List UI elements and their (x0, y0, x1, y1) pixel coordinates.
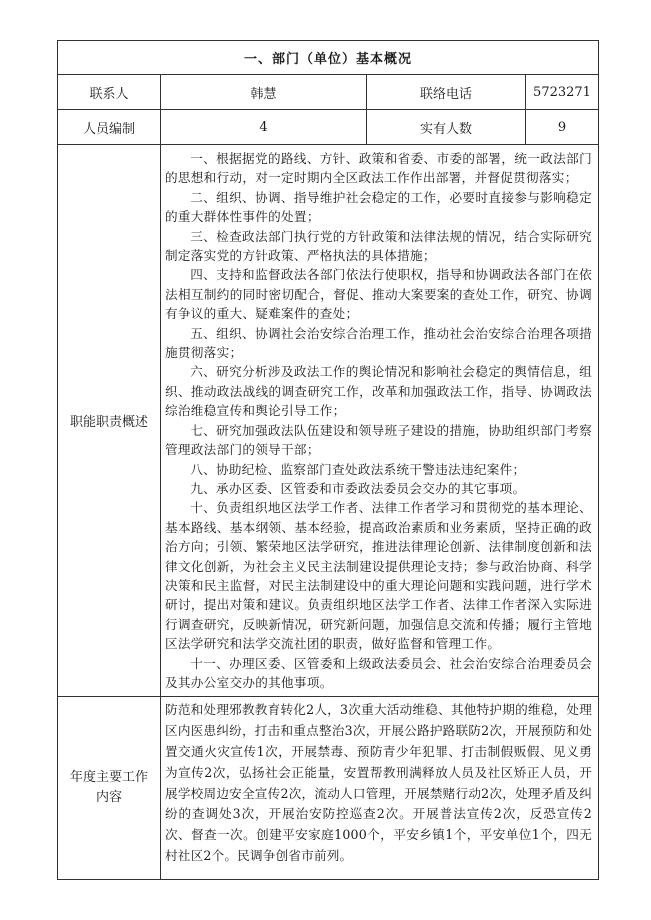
duty-paragraph: 十、负责组织地区法学工作者、法律工作者学习和贯彻党的基本理论、基本路线、基本纲领、基本经验，提高政治素质和业务素质，坚持正确的政治方向；引领、繁荣地区法学研究，推进法律理论创新、法律制度创新和法律文化创新，为社会主义民主法制建设提供理论支持；参与政治协商、科学决策和民主监督，对民主法制建设中的重大理论问题和实践问题，进行学术研讨，提出对策和建议。负责组织地区法学工作者、法律工作者深入实际进行调查研究，反映新情况，研究新问题，加强信息交流和传播；履行主管地区法学研究和法学交流社团的职责，做好监督和管理工作。 (165, 500, 593, 652)
duty-paragraph: 八、协助纪检、监察部门查处政法系统干警违法违纪案件； (190, 461, 526, 477)
duty-paragraph: 十一、办理区委、区管委和上级政法委员会、社会治安综合治理委员会及其办公室交办的其他事项。 (165, 655, 593, 690)
annual-work-text: 防范和处理邪教教育转化2人，3次重大活动维稳、其他特护期的维稳，处理区内医患纠纷，打击和重点整治3次，开展公路护路联防2次，开展预防和处置交通火灾宣传1次，开展禁毒、预防青少年犯罪、打击制假贩假、见义勇为宣传2次，弘扬社会正能量，安置帮教刑满释放人员及社区矫正人员，开展学校周边安全宣传2次，流动人口管理，开展禁赌行动2次，处理矛盾及纠纷的查调处3次，开展治安防控巡查2次。开展普法宣传2次，反恐宣传2次、督查一次。创建平安家庭1000个，平安乡镇1个，平安单位1个，四无村社区2个。民调争创省市前列。 (165, 702, 593, 863)
staff-quota-label: 人员编制 (58, 110, 161, 145)
actual-staff-value: 9 (526, 110, 599, 145)
duty-paragraph: 六、研究分析涉及政法工作的舆论情况和影响社会稳定的舆情信息，组织、推动政法战线的调查研究工作，改革和加强政法工作，指导、协调政法综治维稳宣传和舆论引导工作； (165, 364, 593, 419)
duty-paragraph: 二、组织、协调、指导维护社会稳定的工作，必要时直接参与影响稳定的重大群体性事件的处置； (165, 189, 593, 225)
phone-label: 联络电话 (367, 75, 526, 110)
actual-staff-label: 实有人数 (367, 110, 526, 145)
duty-paragraph: 七、研究加强政法队伍建设和领导班子建设的措施，协助组织部门考察管理政法部门的领导干部； (165, 422, 593, 458)
phone-value: 5723271 (526, 75, 599, 110)
duty-paragraph: 一、根据据党的路线、方针、政策和省委、市委的部署，统一政法部门的思想和行动，对一定时期内全区政法工作作出部署，并督促贯彻落实； (165, 151, 593, 186)
duty-paragraph: 九、承办区委、区管委和市委政法委员会交办的其它事项。 (190, 480, 526, 496)
contact-person-label: 联系人 (58, 75, 161, 110)
section-title: 一、部门（单位）基本概况 (58, 41, 599, 75)
duty-paragraph: 四、支持和监督政法各部门依法行使职权，指导和协调政法各部门在依法相互制约的同时密切配合，督促、推动大案要案的查处工作，研究、协调有争议的重大、疑难案件的查处； (165, 267, 593, 322)
title-row (58, 41, 599, 75)
contact-row (58, 75, 599, 110)
duty-paragraph: 五、组织、协调社会治安综合治理工作，推动社会治安综合治理各项措施贯彻落实； (165, 325, 593, 361)
annual-work-row (58, 697, 599, 880)
annual-work-label: 年度主要工作内容 (58, 697, 161, 880)
overview-table (57, 40, 599, 880)
duties-label: 职能职责概述 (58, 145, 161, 697)
staffing-row (58, 110, 599, 145)
duties-row (58, 145, 599, 697)
duty-paragraph: 三、检查政法部门执行党的方针政策和法律法规的情况，结合实际研究制定落实党的方针政策、严格执法的具体措施； (165, 228, 593, 264)
annual-work-content (161, 697, 599, 880)
staff-quota-value: 4 (161, 110, 367, 145)
contact-person-value: 韩慧 (161, 75, 367, 110)
duties-content (161, 145, 599, 697)
